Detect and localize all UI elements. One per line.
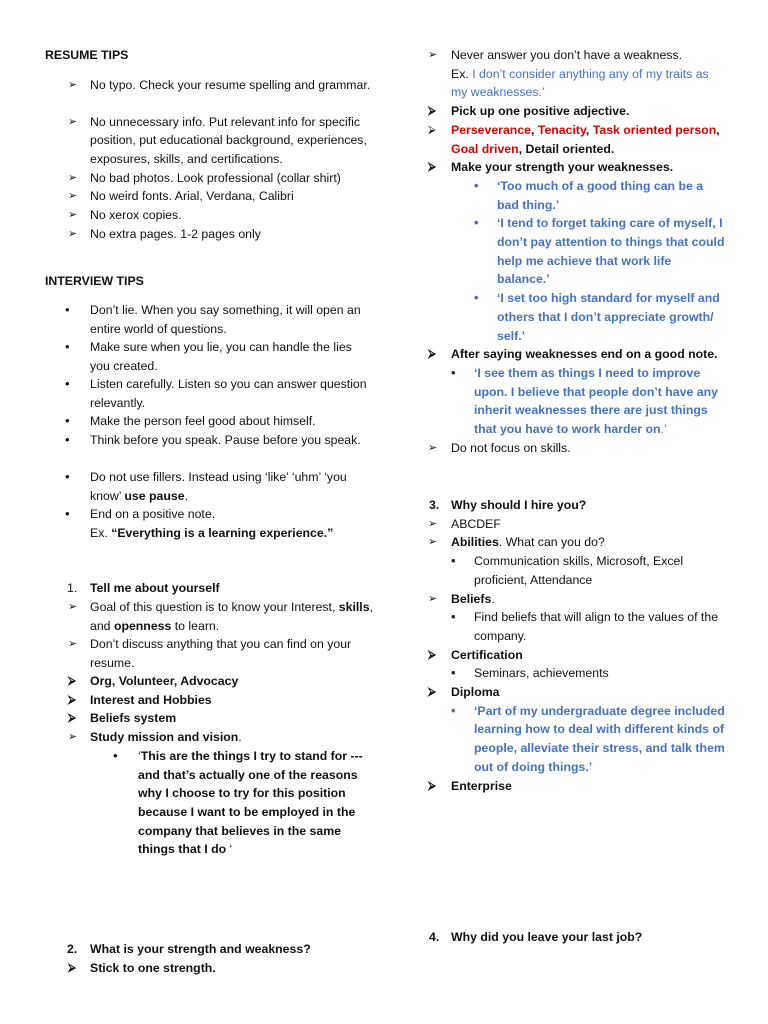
list-item-text: Do not focus on skills.	[451, 440, 571, 455]
sub-item	[428, 664, 728, 683]
list-item-text: Interest and Hobbies	[90, 692, 212, 707]
punctuation: .	[184, 488, 188, 503]
list-item-text: Make the person feel good about himself.	[90, 414, 316, 429]
question-2-section	[45, 940, 375, 977]
list-item	[428, 121, 723, 158]
list-item	[45, 505, 375, 524]
quote-item	[428, 177, 725, 214]
list-item-text: Enterprise	[451, 778, 512, 793]
quote-mark: ‘	[226, 842, 233, 857]
punctuation: .	[238, 730, 242, 745]
resume-tips-heading: RESUME TIPS	[45, 48, 129, 62]
bullet-icon: •	[65, 302, 70, 318]
question-title	[45, 940, 375, 959]
bullet-icon: •	[65, 339, 70, 355]
bullet-icon: •	[65, 468, 70, 484]
punctuation: ,	[585, 122, 593, 137]
list-item-label: Beliefs	[451, 591, 492, 606]
emphasis-text: skills	[338, 600, 370, 615]
question-title	[45, 579, 375, 598]
list-item	[428, 158, 728, 177]
example-quote: I don’t consider anything any of my traits as my weaknesses.’	[451, 66, 709, 100]
arrow-bold-icon: ⮚	[68, 961, 76, 974]
list-item-text: Beliefs system	[90, 711, 177, 726]
question-3-section	[428, 496, 728, 795]
list-item-text: No bad photos. Look professional (collar shirt)	[90, 170, 341, 185]
list-item-text: After saying weaknesses end on a good note.	[451, 347, 718, 362]
list-item	[45, 672, 375, 691]
arrow-icon: ➢	[428, 592, 438, 605]
bullet-icon: •	[451, 665, 456, 681]
question-title	[428, 928, 728, 947]
list-item	[45, 728, 375, 747]
arrow-bold-icon: ⮚	[428, 105, 436, 118]
adjective-text: Task oriented person	[592, 122, 717, 137]
list-item	[45, 225, 375, 244]
list-item	[428, 345, 728, 364]
list-item-text: Never answer you don’t have a weakness.	[451, 48, 683, 62]
bullet-icon: •	[65, 431, 70, 447]
quote-text: ‘I set too high standard for myself and others that I don’t appreciate growth/ self.’	[497, 291, 720, 343]
list-item	[45, 598, 375, 635]
bullet-icon: •	[113, 747, 118, 763]
punctuation: .	[491, 591, 495, 606]
list-item-text: No xerox copies.	[90, 208, 182, 223]
list-item	[45, 709, 375, 728]
list-item	[428, 646, 728, 665]
sub-item-text: Communication skills, Microsoft, Excel proficient, Attendance	[474, 554, 684, 587]
sub-item-text: Find beliefs that will align to the values of the company.	[474, 610, 719, 643]
emphasis-text: use pause	[124, 488, 185, 503]
question-number: 3.	[429, 498, 440, 512]
sub-item	[428, 552, 724, 589]
quote-text: This are the things I try to stand for --- and that’s actually one of the reasons why I choose to try for this position because I want to be employed in the company that believes in the same things that I do	[138, 748, 363, 857]
punctuation: ,	[716, 122, 720, 137]
question-number: 1.	[67, 581, 78, 596]
arrow-icon: ➢	[428, 441, 438, 454]
list-item	[45, 375, 375, 412]
list-item	[428, 102, 728, 121]
quote-item	[428, 289, 725, 345]
quote-mark: .’	[660, 422, 667, 437]
list-item-text: Org, Volunteer, Advocacy	[90, 674, 239, 689]
quote-item	[428, 214, 725, 289]
arrow-bold-icon: ⮚	[68, 712, 76, 725]
list-item-text: No typo. Check your resume spelling and grammar.	[90, 77, 371, 92]
sub-item-text: Seminars, achievements	[474, 666, 609, 681]
quote-item	[428, 702, 726, 777]
adjective-text: Detail oriented.	[525, 141, 615, 156]
punctuation: ,	[518, 141, 526, 156]
arrow-bold-icon: ⮚	[428, 779, 436, 792]
adjective-text: Tenacity	[537, 122, 586, 137]
list-item	[428, 683, 728, 702]
list-item-text: End on a positive note.	[90, 506, 216, 521]
list-item	[45, 431, 375, 468]
list-item	[45, 338, 375, 375]
left-column	[45, 46, 375, 975]
list-item-text: Listen carefully. Listen so you can answer question relevantly.	[90, 377, 367, 410]
arrow-icon: ➢	[68, 731, 78, 744]
arrow-icon: ➢	[68, 115, 78, 128]
list-item	[428, 777, 728, 796]
list-item-text: Think before you speak. Pause before you speak.	[90, 432, 361, 447]
list-item-text: Stick to one strength.	[90, 960, 216, 975]
bullet-icon: •	[451, 609, 456, 625]
arrow-icon: ➢	[428, 49, 438, 61]
list-item	[45, 76, 375, 113]
arrow-bold-icon: ⮚	[428, 348, 436, 361]
list-item-text: Make your strength your weaknesses.	[451, 160, 674, 175]
punctuation: ,	[531, 122, 538, 137]
bullet-icon: •	[474, 290, 479, 306]
list-item-text: Make sure when you lie, you can handle the lies you created.	[90, 340, 352, 373]
list-item-text: Study mission and vision	[90, 730, 239, 745]
question-title-text: Why should I hire you?	[451, 498, 587, 512]
arrow-icon: ➢	[68, 209, 78, 222]
arrow-bold-icon: ⮚	[428, 648, 436, 661]
bullet-icon: •	[65, 505, 70, 521]
list-item-text: Don’t discuss anything that you can find on your resume.	[90, 637, 352, 670]
list-item	[45, 187, 375, 206]
list-item-text: to learn.	[171, 618, 220, 633]
list-item	[45, 959, 375, 978]
example-line	[428, 65, 723, 102]
quote-item	[45, 747, 368, 859]
arrow-icon: ➢	[68, 601, 78, 614]
list-item	[45, 412, 375, 431]
list-item-text: Certification	[451, 647, 523, 662]
list-item-text: No unnecessary info. Put relevant info for specific position, put educational background, experiences, exposures, skills, and certifications.	[90, 114, 367, 167]
quote-text: ‘I see them as things I need to improve upon. I believe that people don’t have any inherit weaknesses there are just things that you have to work harder on	[474, 365, 718, 437]
bullet-icon: •	[451, 702, 456, 718]
arrow-bold-icon: ⮚	[428, 686, 436, 699]
list-item	[45, 635, 375, 672]
quote-mark: ‘	[138, 748, 141, 763]
list-item-text: . What can you do?	[498, 535, 605, 550]
question-title-text: Tell me about yourself	[90, 581, 220, 596]
list-item-text: Do not use fillers. Instead using ‘like’ ‘uhm’ ‘you know’	[90, 469, 347, 503]
list-item-label: Abilities	[451, 535, 499, 550]
adjective-text: Perseverance	[451, 122, 531, 137]
arrow-bold-icon: ⮚	[68, 693, 76, 706]
bullet-icon: •	[451, 364, 456, 380]
resume-tips-list	[45, 76, 375, 244]
arrow-icon: ➢	[428, 517, 438, 530]
right-column	[428, 46, 728, 944]
list-item	[428, 515, 728, 534]
list-item	[45, 468, 375, 505]
list-item	[428, 590, 728, 609]
arrow-bold-icon: ⮚	[428, 123, 436, 136]
example-prefix: Ex.	[451, 66, 473, 81]
arrow-icon: ➢	[68, 78, 78, 91]
question-1-section	[45, 579, 375, 859]
interview-tips-heading: INTERVIEW TIPS	[45, 273, 144, 288]
list-item-text: No extra pages. 1-2 pages only	[90, 226, 261, 241]
arrow-icon: ➢	[68, 190, 78, 203]
quote-text: ‘I tend to forget taking care of myself, I don’t pay attention to things that could help me achieve that work life balance.’	[497, 216, 725, 287]
question-number: 2.	[67, 942, 78, 956]
list-item-text: Goal of this question is to know your Interest,	[90, 600, 339, 615]
example-prefix: Ex.	[90, 525, 112, 540]
list-item	[45, 113, 375, 169]
question-title	[428, 496, 728, 515]
list-item	[428, 439, 728, 458]
list-item-text: Don’t lie. When you say something, it will open an entire world of questions.	[90, 303, 361, 336]
list-item	[428, 46, 728, 65]
bullet-icon: •	[474, 177, 479, 193]
example-quote: “Everything is a learning experience.”	[111, 525, 334, 540]
question-number: 4.	[429, 930, 440, 944]
question-title-text: Why did you leave your last job?	[451, 930, 643, 944]
list-item-text: Pick up one positive adjective.	[451, 104, 630, 119]
list-item-text: No weird fonts. Arial, Verdana, Calibri	[90, 189, 294, 204]
list-item	[45, 691, 375, 710]
adjective-text: Goal driven	[451, 141, 519, 156]
arrow-bold-icon: ⮚	[428, 161, 436, 174]
list-item	[45, 301, 375, 338]
list-item	[45, 169, 375, 188]
list-item	[45, 206, 375, 225]
list-item-text: ABCDEF	[451, 516, 501, 531]
list-item-text: Diploma	[451, 685, 500, 700]
example-line	[45, 524, 375, 543]
question-title-text: What is your strength and weakness?	[90, 942, 311, 956]
quote-item	[428, 364, 724, 439]
arrow-icon: ➢	[68, 171, 78, 184]
bullet-icon: •	[65, 413, 70, 429]
arrow-icon: ➢	[428, 536, 438, 549]
interview-tips-list	[45, 301, 375, 542]
bullet-icon: •	[65, 376, 70, 392]
quote-text: ‘Too much of a good thing can be a bad thing.’	[497, 178, 704, 212]
list-item	[428, 533, 728, 552]
arrow-icon: ➢	[68, 227, 78, 240]
sub-item	[428, 608, 724, 645]
bullet-icon: •	[474, 215, 479, 231]
list-item-text: , and	[90, 600, 373, 633]
arrow-icon: ➢	[68, 638, 78, 651]
question-4-section	[428, 928, 728, 947]
quote-text: ‘Part of my undergraduate degree included learning how to deal with different kinds of people, alleviate their stress, and talk them out of doing things.’	[474, 703, 725, 774]
bullet-icon: •	[451, 553, 456, 569]
emphasis-text: openness	[113, 618, 172, 633]
arrow-bold-icon: ⮚	[68, 675, 76, 688]
